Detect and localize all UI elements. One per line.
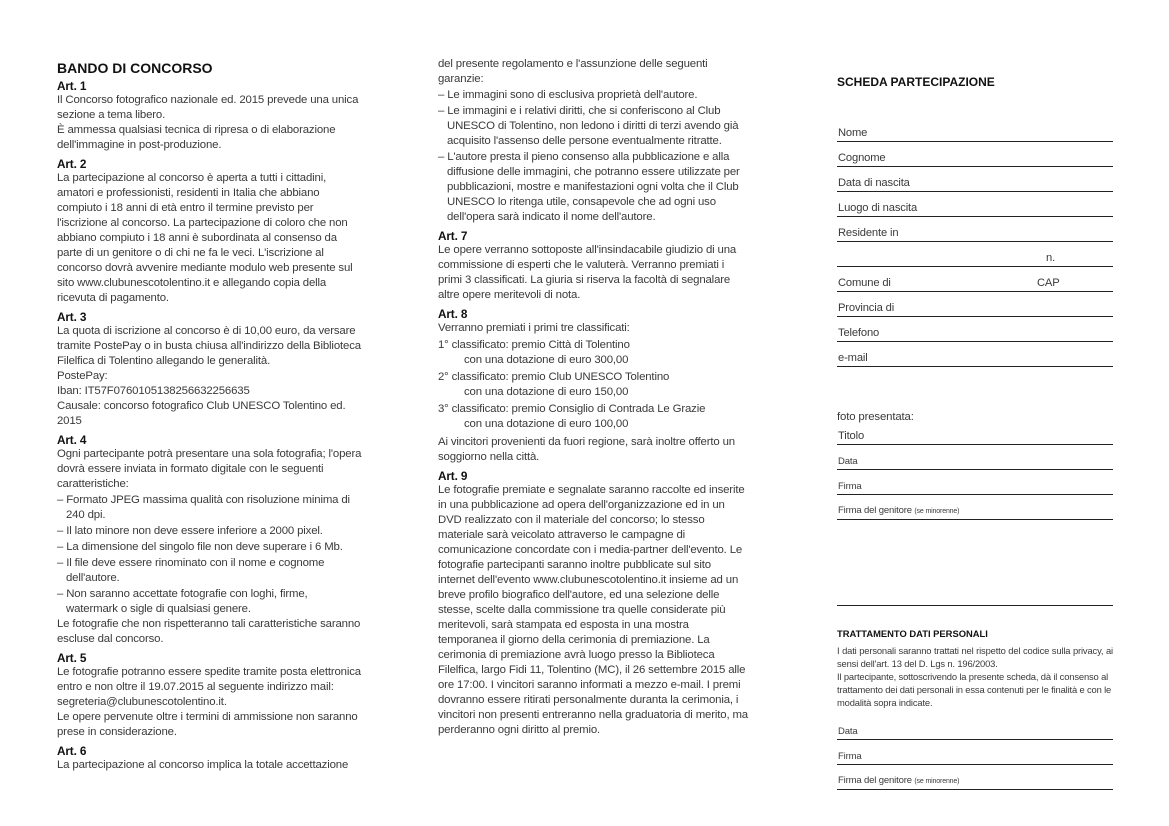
telefono-field[interactable]: [837, 317, 1113, 342]
field-label: [838, 503, 959, 519]
article-text: Le fotografie potranno essere spedite tramite posta elettronica entro e non oltre il 19.07.2015 al seguente indirizzo mail: segreteria@clubunescotolentino.it.: [57, 666, 361, 708]
firma-genitore-field[interactable]: [837, 495, 1113, 520]
data-nascita-field[interactable]: [837, 167, 1113, 192]
article-text: La partecipazione al concorso implica la totale accettazione: [57, 759, 349, 771]
field-label: e-mail: [838, 352, 868, 364]
prize-item: [438, 402, 748, 432]
article-text: Ai vincitori provenienti da fuori regione, sarà inoltre offerto un soggiorno nella città.: [438, 436, 735, 463]
prize-item: [438, 338, 748, 368]
article-heading: Art. 3: [57, 310, 87, 324]
article-text: del presente regolamento e l'assunzione delle seguenti garanzie:: [438, 58, 708, 85]
article-text: La quota di iscrizione al concorso è di 10,00 euro, da versare tramite PostePay o in busta chiusa all'indirizzo della Biblioteca Filelfica di Tolentino allegando le generalità.: [57, 325, 361, 367]
article-text: Verranno premiati i primi tre classificati:: [438, 322, 630, 334]
article-text: La partecipazione al concorso è aperta a tutti i cittadini, amatori e professionisti, residenti in Italia che abbiano compiuto i 18 anni di età entro il termine previsto per l'iscrizione al concorso. La partecipazione di coloro che non abbiano compiuto i 18 anni è subordinata al consenso da parte di un genitore o di chi ne fa le veci. L'iscrizione al concorso dovrà avvenire mediante modulo web presente sul sito www.clubunescotolentino.it e allegando copia della ricevuta di pagamento.: [57, 172, 353, 304]
comune-field[interactable]: [837, 267, 1113, 292]
article-text: Ogni partecipante potrà presentare una sola fotografia; l'opera dovrà essere inviata in formato digitale con le seguenti caratteristiche:: [57, 448, 362, 490]
list-item: – L'autore presta il pieno consenso alla pubblicazione e alla diffusione delle immagini, che potranno essere utilizzate per pubblicazioni, mostre e manifestazioni ogni volta che il Club UNESCO lo ritenga utile, consapevole che ad ogni uso dell'opera sarà indicato il nome dell'autore.: [438, 151, 740, 223]
field-label: Data: [838, 456, 858, 467]
privacy-title: TRATTAMENTO DATI PERSONALI: [837, 628, 988, 639]
article-text: È ammessa qualsiasi tecnica di ripresa o di elaborazione dell'immagine in post-produzione.: [57, 124, 336, 151]
field-label: Telefono: [838, 327, 880, 339]
field-label-text: Firma del genitore: [838, 775, 912, 786]
article-heading: Art. 5: [57, 651, 87, 665]
article-text: Le fotografie che non rispetteranno tali caratteristiche saranno escluse dal concorso.: [57, 618, 361, 645]
residente-field[interactable]: [837, 217, 1113, 242]
article-heading: Art. 8: [438, 307, 468, 321]
list-item: – Il lato minore non deve essere inferiore a 2000 pixel.: [57, 525, 323, 537]
list-item: – Non saranno accettate fotografie con loghi, firme, watermark o sigle di qualsiasi genere.: [57, 588, 308, 615]
scheda-column: [837, 75, 1113, 790]
field-label: Firma: [838, 481, 862, 492]
field-note: (se minorenne): [914, 778, 960, 785]
prize-amount: con una dotazione di euro 100,00: [464, 418, 629, 430]
document-title: BANDO DI CONCORSO: [57, 60, 213, 76]
field-label: Comune di: [838, 277, 891, 289]
provincia-field[interactable]: [837, 292, 1113, 317]
titolo-field[interactable]: [837, 425, 1113, 445]
cap-label: CAP: [1037, 277, 1060, 289]
prize-place: 1° classificato: premio Città di Tolentino: [438, 339, 630, 351]
bando-column-left: [57, 60, 362, 773]
form-title: SCHEDA PARTECIPAZIONE: [837, 75, 995, 89]
field-label: Titolo: [838, 430, 865, 442]
prize-amount: con una dotazione di euro 300,00: [464, 354, 629, 366]
privacy-firma-genitore-field[interactable]: [837, 765, 1113, 790]
article-heading: Art. 9: [438, 469, 468, 483]
field-label: Provincia di: [838, 302, 895, 314]
section-divider: [837, 520, 1113, 606]
nome-field[interactable]: [837, 117, 1113, 142]
cognome-field[interactable]: [837, 142, 1113, 167]
list-item: – Le immagini sono di esclusiva proprietà dell'autore.: [438, 89, 698, 101]
privacy-firma-field[interactable]: [837, 740, 1113, 765]
field-label: Cognome: [838, 152, 886, 164]
article-heading: Art. 1: [57, 79, 87, 93]
field-note: (se minorenne): [914, 508, 960, 515]
foto-presentata-label: foto presentata:: [837, 411, 914, 423]
article-heading: Art. 4: [57, 433, 87, 447]
article-heading: Art. 2: [57, 157, 87, 171]
data-field[interactable]: [837, 445, 1113, 470]
prize-place: 3° classificato: premio Consiglio di Contrada Le Grazie: [438, 403, 706, 415]
article-heading: Art. 7: [438, 229, 468, 243]
prize-amount: con una dotazione di euro 150,00: [464, 386, 629, 398]
privacy-text: I dati personali saranno trattati nel rispetto del codice sulla privacy, ai sensi dell'art. 13 del D. Lgs n. 196/2003.: [837, 645, 1113, 669]
article-text: Causale: concorso fotografico Club UNESCO Tolentino ed. 2015: [57, 400, 346, 427]
field-label: Luogo di nascita: [838, 202, 918, 214]
privacy-data-field[interactable]: [837, 715, 1113, 740]
iban-text: Iban: IT57F0760105138256632256635: [57, 385, 250, 397]
field-label: [838, 773, 959, 789]
field-label: Firma: [838, 751, 862, 762]
article-text: PostePay:: [57, 370, 108, 382]
list-item: – La dimensione del singolo file non deve superare i 6 Mb.: [57, 541, 343, 553]
article-text: Le fotografie premiate e segnalate saranno raccolte ed inserite in una pubblicazione ad opera dell'organizzazione ed in un DVD realizzato con il materiale del concorso; lo stesso materiale sarà veicolato attraverso le campagne di comunicazione concordate con i media-partner dell'evento. Le fotografie partecipanti saranno inoltre pubblicate sul sito internet dell'evento www.clubunescotolentino.it insieme ad un breve profilo biografico dell'autore, ed una selezione delle stesse, scelte dalla commissione tra quelle considerate più meritevoli, sarà stampata ed esposta in una mostra temporanea il giorno della cerimonia di premiazione. La cerimonia di premiazione avrà luogo presso la Biblioteca Filelfica, largo Fidi 11, Tolentino (MC), il 26 settembre 2015 alle ore 17:00. I vincitori saranno informati a mezzo e-mail. I premi dovranno essere ritirati personalmente duranta la cerimonia, i vincitori non presenti entreranno nella graduatoria di merito, ma perderanno ogni diritto al premio.: [438, 484, 748, 736]
firma-field[interactable]: [837, 470, 1113, 495]
list-item: – Il file deve essere rinominato con il nome e cognome dell'autore.: [57, 557, 325, 584]
email-field[interactable]: [837, 342, 1113, 367]
list-item: – Le immagini e i relativi diritti, che si conferiscono al Club UNESCO di Tolentino, non ledono i diritti di terzi avendo già acquisito l'assenso delle persone eventualmente ritratte.: [438, 105, 739, 147]
luogo-nascita-field[interactable]: [837, 192, 1113, 217]
privacy-text: Il partecipante, sottoscrivendo la presente scheda, dà il consenso al trattamento dei dati personali in essa contenuti per le finalità e con le modalità sopra indicate.: [837, 671, 1112, 708]
prize-place: 2° classificato: premio Club UNESCO Tolentino: [438, 371, 670, 383]
field-label-text: Firma del genitore: [838, 505, 912, 516]
field-label: Data: [838, 726, 858, 737]
article-heading: Art. 6: [57, 744, 87, 758]
prize-item: [438, 370, 748, 400]
bando-column-middle: [438, 57, 748, 738]
field-label: n.: [1046, 252, 1056, 264]
field-label: Residente in: [838, 227, 899, 239]
field-label: Nome: [838, 127, 868, 139]
article-text: Le opere verranno sottoposte all'insindacabile giudizio di una commissione di esperti che le valuterà. Verranno premiati i primi 3 classificati. La giuria si riserva la facoltà di segnalare altre opere meritevoli di nota.: [438, 244, 737, 301]
article-text: Il Concorso fotografico nazionale ed. 2015 prevede una unica sezione a tema libero.: [57, 94, 359, 121]
field-label: Data di nascita: [838, 177, 910, 189]
list-item: – Formato JPEG massima qualità con risoluzione minima di 240 dpi.: [57, 494, 350, 521]
article-text: Le opere pervenute oltre i termini di ammissione non saranno prese in considerazione.: [57, 711, 358, 738]
indirizzo-field[interactable]: [837, 242, 1113, 267]
